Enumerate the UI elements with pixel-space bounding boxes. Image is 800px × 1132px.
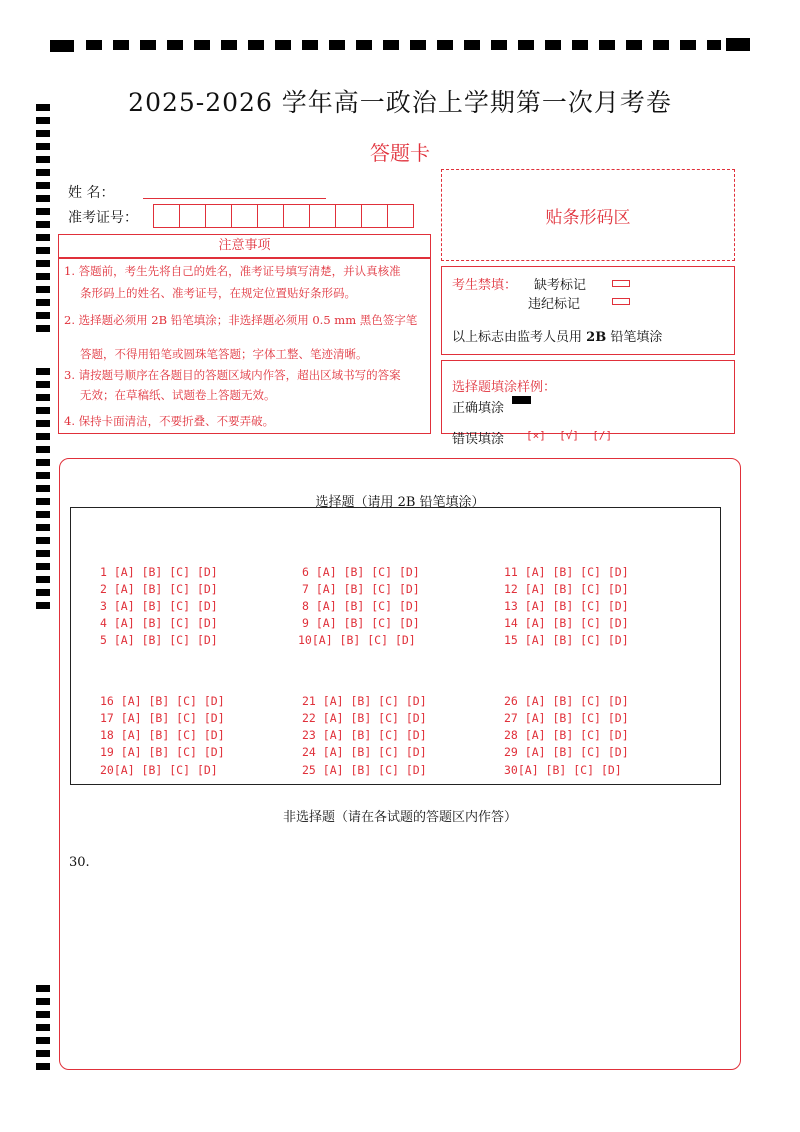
question-row[interactable]: 21 [A] [B] [C] [D] (302, 694, 427, 708)
notice-item-4: 4. 保持卡面清洁，不要折叠、不要弄破。 (64, 414, 275, 428)
question-row[interactable]: 16 [A] [B] [C] [D] (100, 694, 225, 708)
question-row[interactable]: 10[A] [B] [C] [D] (298, 633, 416, 647)
notice-item-1-cont: 条形码上的姓名、准考证号，在规定位置贴好条形码。 (80, 286, 356, 300)
violation-label: 违纪标记 (528, 297, 581, 312)
notice-title: 注意事项 (218, 238, 271, 253)
notice-item-3: 3. 请按题号顺序在各题目的答题区域内作答，超出区域书写的答案 (64, 368, 401, 382)
correct-fill-label: 正确填涂 (452, 401, 505, 416)
question-row[interactable]: 14 [A] [B] [C] [D] (504, 616, 629, 630)
question-row[interactable]: 17 [A] [B] [C] [D] (100, 711, 225, 725)
page-title: 2025-2026 学年高一政治上学期第一次月考卷 (128, 88, 672, 117)
page-subtitle: 答题卡 (370, 141, 430, 165)
question-row[interactable]: 20[A] [B] [C] [D] (100, 763, 218, 777)
question-row[interactable]: 7 [A] [B] [C] [D] (302, 582, 420, 596)
proctor-label: 考生禁填： (452, 278, 518, 293)
question-row[interactable]: 6 [A] [B] [C] [D] (302, 565, 420, 579)
notice-item-3-cont: 无效；在草稿纸、试题卷上答题无效。 (80, 388, 276, 402)
proctor-note: 以上标志由监考人员用 2B 铅笔填涂 (452, 330, 663, 345)
absent-label: 缺考标记 (534, 278, 587, 293)
question-row[interactable]: 4 [A] [B] [C] [D] (100, 616, 218, 630)
notice-item-1: 1. 答题前，考生先将自己的姓名，准考证号填写清楚，并认真核准 (64, 264, 401, 278)
question-row[interactable]: 22 [A] [B] [C] [D] (302, 711, 427, 725)
question-row[interactable]: 15 [A] [B] [C] [D] (504, 633, 629, 647)
question-row[interactable]: 12 [A] [B] [C] [D] (504, 582, 629, 596)
violation-mark-box[interactable] (612, 298, 630, 305)
question-row[interactable]: 3 [A] [B] [C] [D] (100, 599, 218, 613)
question-row[interactable]: 13 [A] [B] [C] [D] (504, 599, 629, 613)
exam-id-label: 准考证号： (68, 210, 138, 226)
question-row[interactable]: 18 [A] [B] [C] [D] (100, 728, 225, 742)
nonchoice-section-title: 非选择题（请在各试题的答题区内作答） (282, 810, 517, 825)
notice-item-2: 2. 选择题必须用 2B 铅笔填涂；非选择题必须用 0.5 mm 黑色签字笔 (64, 313, 418, 327)
name-label: 姓 名： (68, 185, 115, 201)
choice-section-title: 选择题（请用 2B 铅笔填涂） (315, 495, 485, 510)
barcode-area (441, 169, 735, 261)
fill-example-title: 选择题填涂样例： (452, 380, 557, 395)
question-row[interactable]: 24 [A] [B] [C] [D] (302, 745, 427, 759)
question-row[interactable]: 28 [A] [B] [C] [D] (504, 728, 629, 742)
question-row[interactable]: 5 [A] [B] [C] [D] (100, 633, 218, 647)
question-30-answer-area[interactable] (90, 880, 720, 1050)
question-row[interactable]: 29 [A] [B] [C] [D] (504, 745, 629, 759)
question-row[interactable]: 25 [A] [B] [C] [D] (302, 763, 427, 777)
question-row[interactable]: 2 [A] [B] [C] [D] (100, 582, 218, 596)
barcode-label: 贴条形码区 (545, 208, 631, 228)
name-field[interactable] (143, 198, 326, 199)
question-row[interactable]: 19 [A] [B] [C] [D] (100, 745, 225, 759)
notice-title-box (58, 234, 431, 258)
question-row[interactable]: 27 [A] [B] [C] [D] (504, 711, 629, 725)
correct-fill-sample (512, 396, 531, 404)
wrong-fill-label: 错误填涂 (452, 432, 505, 447)
question-row[interactable]: 30[A] [B] [C] [D] (504, 763, 622, 777)
question-30-label: 30. (69, 855, 90, 870)
question-row[interactable]: 9 [A] [B] [C] [D] (302, 616, 420, 630)
question-row[interactable]: 11 [A] [B] [C] [D] (504, 565, 629, 579)
question-row[interactable]: 26 [A] [B] [C] [D] (504, 694, 629, 708)
question-row[interactable]: 23 [A] [B] [C] [D] (302, 728, 427, 742)
notice-item-2-cont: 答题，不得用铅笔或圆珠笔答题；字体工整、笔迹清晰。 (80, 347, 368, 361)
question-row[interactable]: 1 [A] [B] [C] [D] (100, 565, 218, 579)
question-row[interactable]: 8 [A] [B] [C] [D] (302, 599, 420, 613)
wrong-fill-samples: [×] [√] [/] (526, 429, 613, 442)
absent-mark-box[interactable] (612, 280, 630, 287)
